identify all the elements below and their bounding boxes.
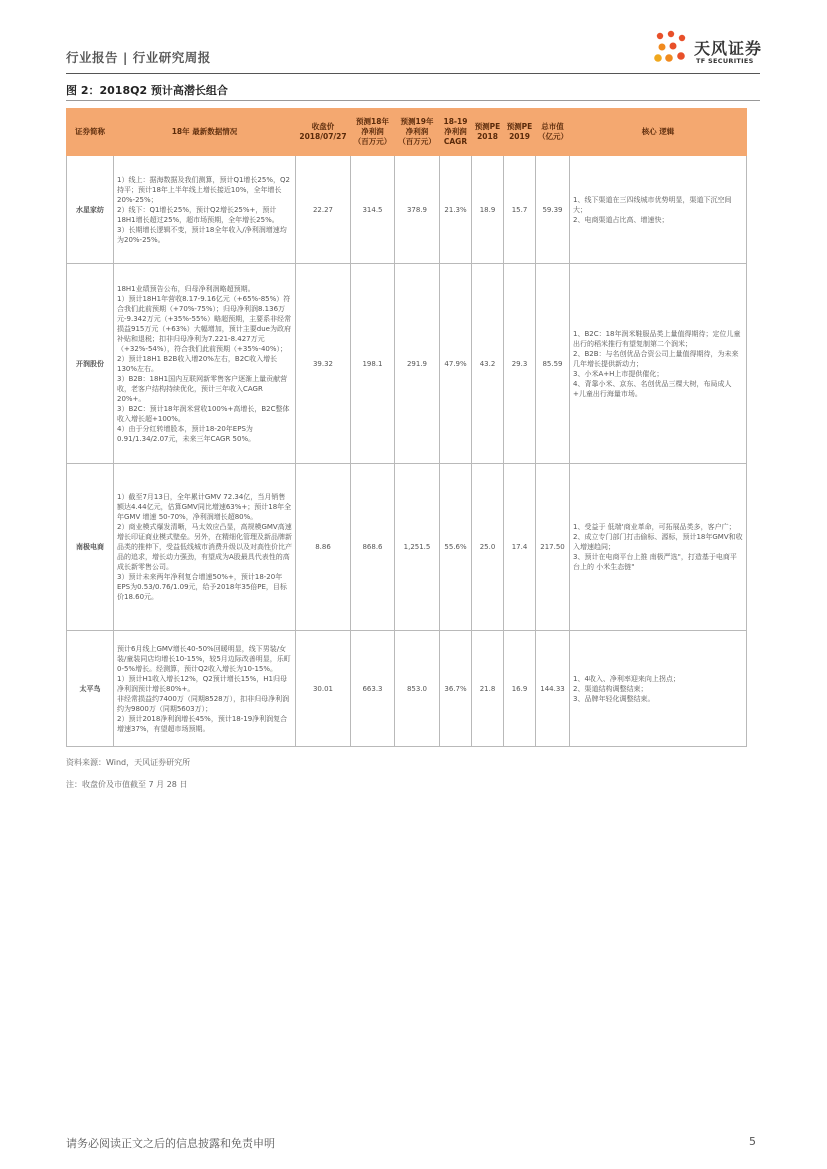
page-number: 5	[749, 1135, 756, 1148]
cagr-cell: 47.9%	[440, 264, 472, 464]
column-header: 预测18年 净利润 （百万元）	[351, 109, 395, 156]
net-profit-2019-cell: 378.9	[395, 156, 440, 264]
market-cap-cell: 85.59	[536, 264, 570, 464]
latest-data-cell: 1）线上：据海数据及我们测算，预计Q1增长25%，Q2持平；预计18年上半年线上增长接近10%，全年增长20%-25%； 2）线下：Q1增长25%，预计Q2增长25%+，预计18H1增长超过25%，超市场预期，全年增长25%。 3）长期增长逻辑不变，预计18全年收入/净利润增速均为20%-25%。	[114, 156, 296, 264]
net-profit-2019-cell: 853.0	[395, 631, 440, 747]
pe-2018-cell: 43.2	[472, 264, 504, 464]
figure-title: 图 2：2018Q2 预计高潜长组合	[66, 84, 228, 97]
core-logic-cell: 1、线下渠道在三四线城市优势明显，渠道下沉空间大； 2、电商渠道占比高、增速快；	[570, 156, 747, 264]
cagr-cell: 55.6%	[440, 464, 472, 631]
latest-data-cell: 预计6月线上GMV增长40-50%回暖明显，线下男装/女装/童装同店均增长10-15%，较5月边际改善明显，乐町0-5%增长。经测算，预计Q2收入增长为10-15%。 1）预计H1收入增长12%，Q2预计增长15%，H1归母净利润预计增长80%+。 非经常损益约7400万（同期8528万），扣非归母净利润约为9800万（同期5603万）； 2）预计2018净利润增长45%，预计18-19净利润复合增速37%，有望超市场预期。	[114, 631, 296, 747]
close-price-cell: 30.01	[296, 631, 351, 747]
table-row	[67, 631, 747, 747]
column-header: 预测19年 净利润 （百万元）	[395, 109, 440, 156]
table-row	[67, 264, 747, 464]
figure-divider	[66, 100, 760, 101]
table-row	[67, 156, 747, 264]
pe-2018-cell: 18.9	[472, 156, 504, 264]
pe-2019-cell: 29.3	[504, 264, 536, 464]
column-header: 证券简称	[67, 109, 114, 156]
logo-text-en: TF SECURITIES	[696, 57, 754, 65]
portfolio-table	[66, 108, 747, 747]
company-logo	[652, 30, 772, 74]
report-header-title: 行业报告 | 行业研究周报	[66, 50, 211, 65]
net-profit-2018-cell: 198.1	[351, 264, 395, 464]
stock-name-cell: 水星家纺	[67, 156, 114, 264]
close-price-cell: 39.32	[296, 264, 351, 464]
cagr-cell: 36.7%	[440, 631, 472, 747]
column-header: 18年 最新数据情况	[114, 109, 296, 156]
source-note: 资料来源：Wind，天风证券研究所	[66, 758, 191, 767]
core-logic-cell: 1、4收入、净利率迎来向上拐点； 2、渠道结构调整结束； 3、品牌年轻化调整结束。	[570, 631, 747, 747]
stock-name-cell: 太平鸟	[67, 631, 114, 747]
pe-2018-cell: 25.0	[472, 464, 504, 631]
close-price-cell: 22.27	[296, 156, 351, 264]
pe-2019-cell: 17.4	[504, 464, 536, 631]
pe-2018-cell: 21.8	[472, 631, 504, 747]
pe-2019-cell: 15.7	[504, 156, 536, 264]
cagr-cell: 21.3%	[440, 156, 472, 264]
stock-name-cell: 南极电商	[67, 464, 114, 631]
column-header: 核心 逻辑	[570, 109, 747, 156]
footer-disclaimer: 请务必阅读正文之后的信息披露和免责申明	[66, 1137, 275, 1150]
latest-data-cell: 1）截至7月13日，全年累计GMV 72.34亿，当月销售额达4.44亿元，估算GMV同比增速63%+；预计18年全年GMV 增速 50-70%，净利润增长超80%。 2）商业模式爆发清晰，马太效应凸显，高规模GMV高速增长印证商业模式壁垒。另外，在精细化管理及新品牌新品类的推伸下，受益低线城市消费升级以及对高性价比产品的追求，增长动力强劲，有望成为A股最具代表性的高成长新零售公司。 3）预计未来两年净利复合增速50%+，预计18-20年EPS为0.53/0.76/1.09元，给予2018年35倍PE，目标价18.60元。	[114, 464, 296, 631]
net-profit-2018-cell: 663.3	[351, 631, 395, 747]
net-profit-2018-cell: 868.6	[351, 464, 395, 631]
table-header-row	[67, 109, 747, 156]
core-logic-cell: 1、受益于 低端'商业革命，可拓展品类多，客户广； 2、成立专门部门打击偷标、源标，预计18年GMV和收入增速趋同； 3、预计在电商平台上推 南极严选"，打造基于电商平台上的 小米生态链"	[570, 464, 747, 631]
market-cap-cell: 59.39	[536, 156, 570, 264]
column-header: 18-19 净利润 CAGR	[440, 109, 472, 156]
column-header: 预测PE 2018	[472, 109, 504, 156]
net-profit-2018-cell: 314.5	[351, 156, 395, 264]
date-note: 注：收盘价及市值截至 7 月 28 日	[66, 780, 188, 789]
stock-name-cell: 开润股份	[67, 264, 114, 464]
latest-data-cell: 18H1业绩预告公布，归母净利润略超预期。 1）预计18H1年营收8.17-9.16亿元（+65%-85%）符合我们此前预期（+70%-75%）；归母净利润8.136万元-9.342万元（+35%-55%）略超预期，主要系非经常损益915万元（+63%）大幅增加，预计主要due为政府补贴和退税；扣非归母净利为7.221-8.427万元（+32%-54%），符合我们此前预期（+35%-40%）； 2）预计18H1 B2B收入增20%左右，B2C收入增长130%左右。 3）B2B：18H1国内互联网新零售客户逐渐上量贡献营收，老客户结构持续优化，预计三年收入CAGR 20%+。 3）B2C：预计18年润米营收100%+高增长，B2C整体收入增长超+100%。 4）由于分红转增股本，预计18-20年EPS为0.91/1.34/2.07元，未来三年CAGR 50%。	[114, 264, 296, 464]
net-profit-2019-cell: 1,251.5	[395, 464, 440, 631]
logo-dots-icon	[652, 30, 692, 70]
column-header: 预测PE 2019	[504, 109, 536, 156]
market-cap-cell: 144.33	[536, 631, 570, 747]
column-header: 收盘价 2018/07/27	[296, 109, 351, 156]
logo-text-cn: 天风证券	[694, 39, 763, 58]
core-logic-cell: 1、B2C：18年润米鞋服品类上量值得期待；定位儿童出行的稻米推行有望复制第二个润米； 2、B2B：与名创优品合资公司上量值得期待，为未来几年增长提供新动力； 3、小米A+H上市提供催化； 4、背靠小米、京东、名创优品三棵大树，布局成人+儿童出行海量市场。	[570, 264, 747, 464]
header-divider	[66, 73, 760, 74]
market-cap-cell: 217.50	[536, 464, 570, 631]
net-profit-2019-cell: 291.9	[395, 264, 440, 464]
pe-2019-cell: 16.9	[504, 631, 536, 747]
close-price-cell: 8.86	[296, 464, 351, 631]
column-header: 总市值 （亿元）	[536, 109, 570, 156]
table-row	[67, 464, 747, 631]
